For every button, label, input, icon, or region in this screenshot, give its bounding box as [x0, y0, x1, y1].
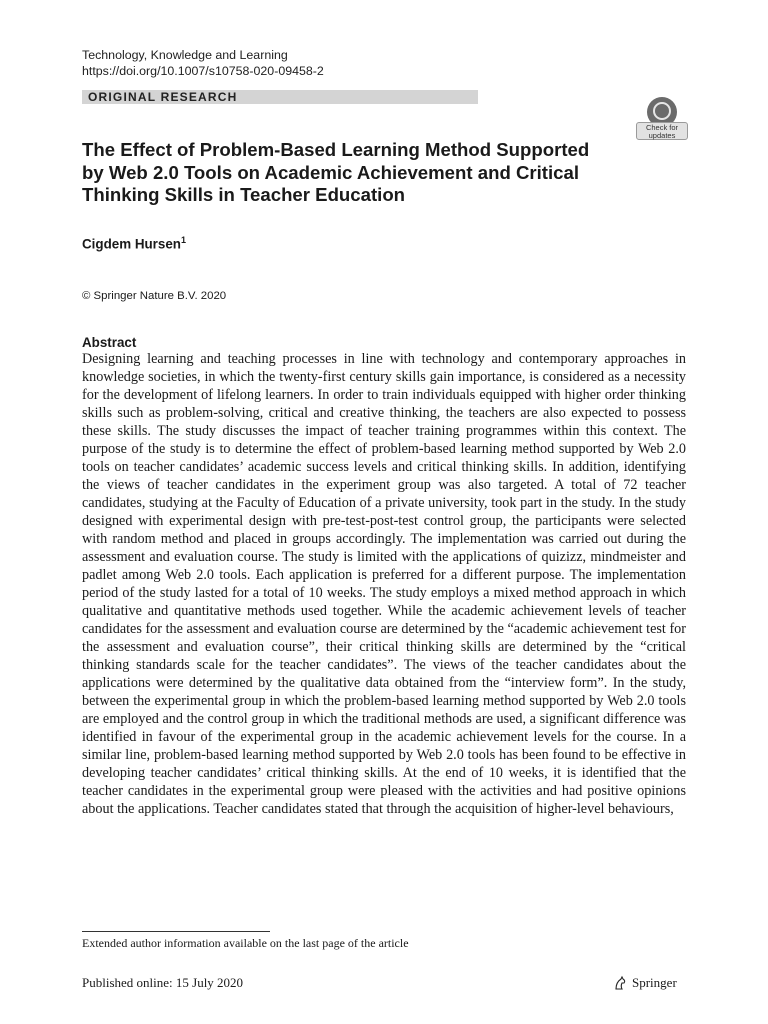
abstract-body: Designing learning and teaching processes in line with technology and contemporary approaches in knowledge societies, in which the twenty-first century skills gain importance, is considered as a necessity for the development of lifelong learners. In order to train individuals equipped with higher order thinking skills such as problem-solving, critical and creative thinking, the teachers are also expected to possess these skills. The study discusses the impact of teacher training programmes within this context. The purpose of the study is to determine the effect of problem-based learning method supported by Web 2.0 tools on teacher candidates’ academic success levels and critical thinking skills. In addition, identifying the views of teacher candidates in the experiment group was also targeted. A total of 72 teacher candidates, studying at the Faculty of Education of a private university, took part in the study. In the study designed with experimental design with pre-test-post-test control group, the participants were selected with random method and placed in groups accordingly. The implementation was carried out during the assessment and evaluation course. The study is limited with the applications of quizizz, mindmeister and padlet among Web 2.0 tools. Each application is preferred for a different purpose. The implementation period of the study lasted for a total of 10 weeks. The study employs a mixed method approach in which qualitative and quantitative methods used together. While the academic achievement levels of teacher candidates for the assessment and evaluation course are determined by the “academic achievement test for the assessment and evaluation course”, their critical thinking skills are determined by the “critical thinking standards scale for the teacher candidates”. The views of the teacher candidates about the applications were determined by the qualitative data obtained from the “interview form”. In the study, between the experimental group in which the problem-based learning method supported by Web 2.0 tools are employed and the control group in which the traditional methods are used, a significant difference was identified in favour of the experimental group in the academic achievement levels for the course. In a similar line, problem-based learning method supported by Web 2.0 tools has been found to be effective in developing teacher candidates’ critical thinking skills. At the end of 10 weeks, it is identified that the teacher candidates in the experimental group were pleased with the activities and had positive opinions about the applications. Teacher candidates stated that through the acquisition of higher-level behaviours,	[82, 351, 686, 817]
author-name[interactable]: Cigdem Hursen	[82, 236, 181, 252]
publisher-logo	[612, 975, 677, 991]
abstract-heading: Abstract	[82, 335, 137, 350]
check-for-updates-badge[interactable]	[636, 97, 688, 143]
springer-horse-icon	[612, 975, 628, 991]
published-date: Published online: 15 July 2020	[82, 975, 244, 990]
footnote: Extended author information available on the last page of the article	[82, 936, 409, 950]
journal-header	[82, 48, 324, 79]
title-line3: Thinking Skills in Teacher Education	[82, 184, 406, 205]
title-line1: The Effect of Problem-Based Learning Method Supported	[82, 139, 590, 160]
title-line2: by Web 2.0 Tools on Academic Achievement and Critical	[82, 161, 580, 183]
badge-line1: Check for	[645, 123, 679, 132]
article-title	[82, 139, 642, 207]
section-label: ORIGINAL RESEARCH	[88, 90, 238, 104]
footnote-rule	[82, 931, 270, 932]
author-affiliation: 1	[180, 235, 186, 245]
journal-name: Technology, Knowledge and Learning	[82, 48, 288, 62]
section-band	[82, 90, 478, 104]
copyright-notice: © Springer Nature B.V. 2020	[82, 290, 227, 302]
publisher-name: Springer	[632, 975, 677, 990]
doi-link[interactable]: https://doi.org/10.1007/s10758-020-09458-2	[82, 63, 324, 78]
badge-line2: updates	[648, 130, 676, 140]
author-line	[82, 232, 186, 252]
